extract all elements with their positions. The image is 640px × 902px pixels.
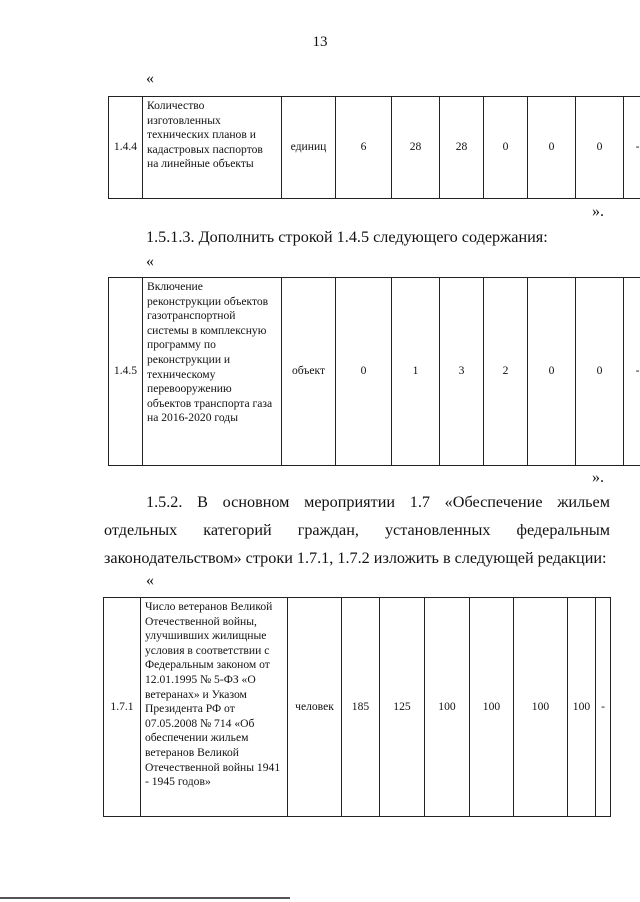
row-description: Количество изготовленных технических планов и кадастровых паспортов на линейные объекты (143, 97, 282, 199)
opening-quote: « (146, 253, 154, 270)
row-value: 185 (342, 598, 380, 817)
row-value: 100 (470, 598, 514, 817)
row-unit: единиц (282, 97, 336, 199)
row-value: 1 (392, 278, 440, 466)
table-row-1-4-4 (108, 96, 640, 199)
row-unit: объект (282, 278, 336, 466)
row-value: 0 (576, 97, 624, 199)
row-value: 3 (440, 278, 484, 466)
closing-quote: ». (592, 469, 604, 486)
row-description: Число ветеранов Великой Отечественной войны, улучшивших жилищные условия в соответствии с Федеральным законом от 12.01.1995 № 5-ФЗ «О ветеранах» и Указом Президента РФ от 07.05.2008 № 714 «Об обеспечении жильем ветеранов Великой Отечественной войны 1941 - 1945 годов» (141, 598, 288, 817)
opening-quote: « (146, 572, 154, 589)
row-value: 28 (440, 97, 484, 199)
row-value: 0 (528, 97, 576, 199)
page-number: 13 (312, 34, 328, 50)
row-code: 1.4.4 (109, 97, 143, 199)
row-value: 100 (568, 598, 596, 817)
table-row-1-7-1 (103, 597, 611, 817)
bottom-rule (0, 897, 290, 899)
table-row-1-4-5 (108, 277, 640, 466)
row-value: 2 (484, 278, 528, 466)
row-value: 0 (484, 97, 528, 199)
row-description: Включение реконструкции объектов газотранспортной системы в комплексную программу по реконструкции и техническому перевооружению объектов транспорта газа на 2016-2020 годы (143, 278, 282, 466)
row-value: - (624, 97, 640, 199)
paragraph-1-5-1-3: 1.5.1.3. Дополнить строкой 1.4.5 следующего содержания: (146, 228, 548, 246)
row-value: - (596, 598, 611, 817)
row-value: 28 (392, 97, 440, 199)
row-value: 100 (514, 598, 568, 817)
opening-quote: « (146, 70, 154, 87)
row-value: 6 (336, 97, 392, 199)
paragraph-1-5-2: 1.5.2. В основном мероприятии 1.7 «Обеспечение жильем отдельных категорий граждан, установленных федеральным законодательством» строки 1.7.1, 1.7.2 изложить в следующей редакции: (104, 493, 610, 567)
row-code: 1.4.5 (109, 278, 143, 466)
closing-quote: ». (592, 203, 604, 220)
row-value: 0 (336, 278, 392, 466)
row-unit: человек (288, 598, 342, 817)
row-value: 100 (425, 598, 470, 817)
row-value: 0 (576, 278, 624, 466)
row-value: 0 (528, 278, 576, 466)
row-value: 125 (380, 598, 425, 817)
row-code: 1.7.1 (104, 598, 141, 817)
row-value: - (624, 278, 640, 466)
